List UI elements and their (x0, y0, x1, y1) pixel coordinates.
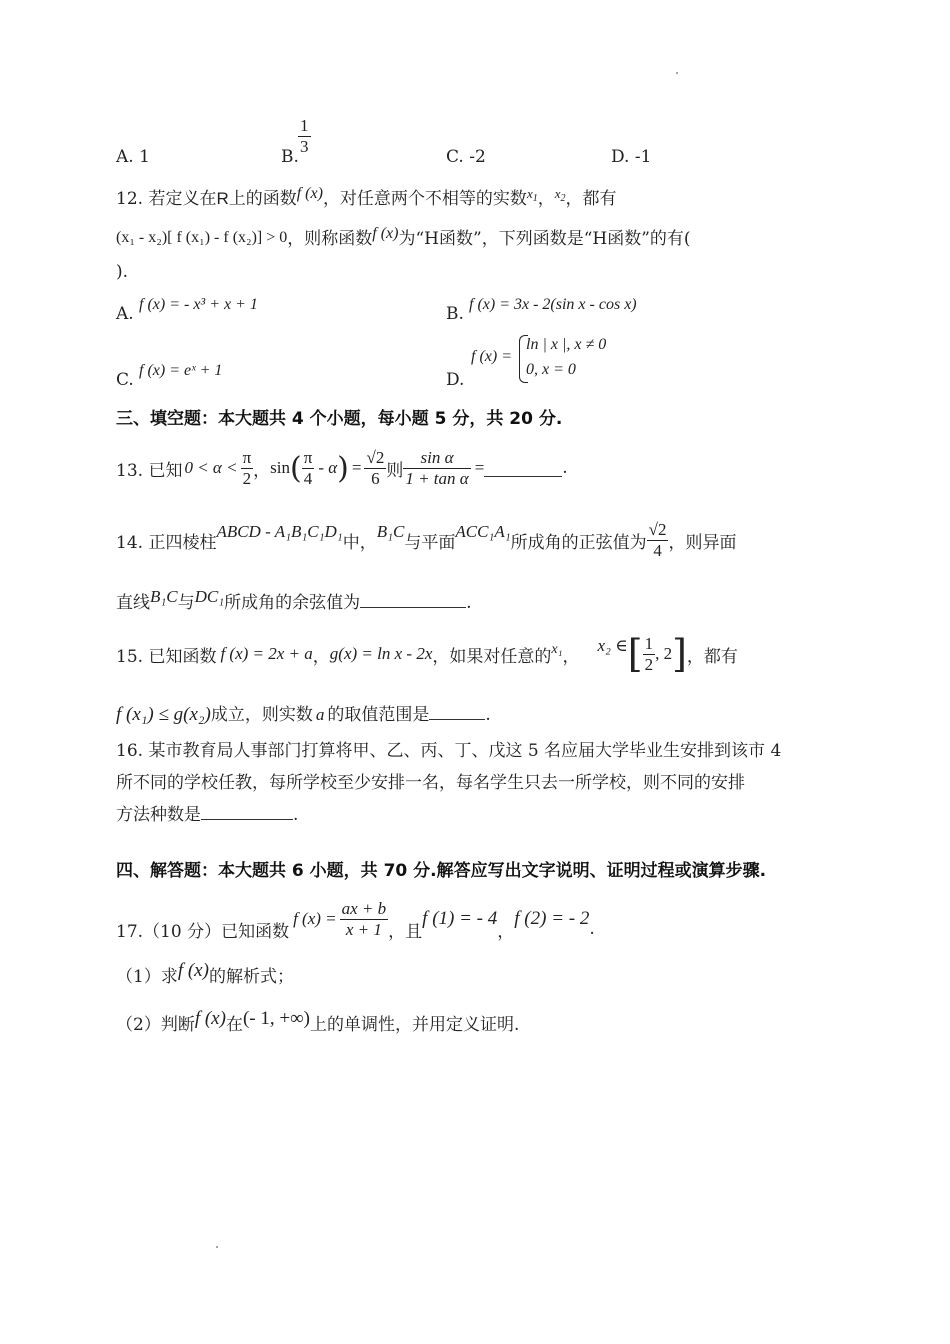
q13-four: 4 (303, 468, 313, 488)
q14-line2 (116, 588, 472, 613)
q15-line2 (116, 700, 491, 726)
q17-p1-fx: f (x) (177, 960, 209, 981)
q13-end: . (562, 458, 568, 478)
q15-bracket-right: ] (672, 632, 687, 676)
q12-optA: f (x) = - x³ + x + 1 (139, 296, 258, 313)
q17-p2-end: 上的单调性，并用定义证明. (309, 1015, 520, 1035)
q15-ineq: f (x₁) ≤ g(x₂) (116, 704, 211, 725)
q13-pi2: π (303, 447, 313, 467)
q15-blank[interactable] (429, 703, 485, 720)
q15-line2-end: 的取值范围是 (327, 705, 430, 725)
q17-p2-interval: (- 1, +∞) (242, 1008, 310, 1029)
q12-condition: (x₁ - x₂)[ f (x₁) - f (x₂)] > 0 (116, 229, 288, 246)
q12-line2-end: 为“H函数”，下列函数是“H函数”的有( (398, 229, 691, 249)
q12-line1: 12. 若定义在R上的函数f (x)，对任意两个不相等的实数$^{x_1}$，$^{x_2}$，都有 (116, 185, 617, 209)
q11-option-b-num: 1 (300, 116, 309, 135)
q12-optC: f (x) = eˣ + 1 (139, 362, 223, 379)
q17-end: . (589, 919, 595, 939)
q17-num: ax + b (341, 898, 387, 918)
q13-two: 2 (242, 468, 252, 488)
q16-line1: 16. 某市教育局人事部门打算将甲、乙、丙、丁、戊这 5 名应届大学毕业生安排到该市 4 (116, 741, 782, 761)
q15-two: 2 (644, 654, 654, 674)
q17-p2-fx: f (x) (194, 1008, 226, 1029)
q14-line2-prefix: 直线 (116, 593, 150, 613)
q16-blank[interactable] (201, 803, 293, 820)
q15-comma1: ， (312, 646, 330, 667)
q14-four: 4 (653, 540, 662, 560)
q14-mid3: 所成角的正弦值为 (510, 532, 647, 553)
q15-end1: ，都有 (686, 646, 738, 667)
q17-part1 (116, 962, 294, 988)
q13-cond: 0 < α < (184, 458, 238, 477)
q13-comma: ， (253, 460, 271, 481)
q15-a: a (315, 705, 325, 724)
q12-optB-label: B. (446, 304, 464, 324)
q13-six: 6 (371, 468, 380, 488)
q17-p2-mid: 在 (225, 1015, 243, 1035)
q17-part2 (116, 1010, 519, 1036)
q12-x2: x2 (554, 186, 566, 204)
section4-heading: 四、解答题：本大题共 6 小题，共 70 分.解答应写出文字说明、证明过程或演算步骤. (116, 861, 767, 881)
q17-line1 (116, 892, 595, 946)
q12-line3: ). (116, 262, 129, 282)
q13-frac-num: sin α (403, 448, 470, 469)
q14-dc1: DC₁ (194, 587, 225, 606)
q13-minus-alpha: - α (318, 458, 338, 477)
q15-bracket-left: [ (627, 632, 643, 676)
q15-line1 (116, 626, 738, 682)
q15-two-end: , 2 (655, 644, 673, 663)
q14-prism: ABCD - A₁B₁C₁D₁ (216, 522, 343, 541)
q17-p1-end: 的解析式； (208, 967, 294, 987)
q14-mid2: 与平面 (404, 532, 456, 553)
q14-line2-end: 所成角的余弦值为 (224, 593, 361, 613)
q11-option-b-label: B. (281, 147, 299, 167)
q15-g: g(x) = ln x - 2x (329, 644, 433, 663)
q16-line3-text: 方法种数是 (116, 805, 201, 825)
q12-optD-fx: f (x) = (471, 348, 512, 365)
q14-blank[interactable] (360, 591, 466, 608)
q12-mid2: ，对任意两个不相等的实数 (322, 189, 527, 209)
q14-b1c: B₁C (376, 522, 405, 541)
q15-line2-mid: 成立，则实数 (210, 705, 313, 725)
q15-one: 1 (644, 633, 654, 653)
q12-x1: x1 (526, 186, 538, 204)
q12-R: R (216, 189, 229, 208)
q13-paren-right: ) (337, 450, 349, 486)
q13-frac-den: 1 + tan α (405, 468, 469, 488)
q16-line2: 所不同的学校任教，每所学校至少安排一名，每名学生只去一所学校，则不同的安排 (116, 773, 745, 793)
q12-optD-case2: 0, x = 0 (526, 361, 576, 378)
q14-prefix: 14. 正四棱柱 (116, 532, 217, 553)
q17-prefix: 17.（10 分）已知函数 (116, 921, 290, 942)
section3-heading: 三、填空题：本大题共 4 个小题，每小题 5 分，共 20 分. (116, 409, 563, 429)
q12-fx: f (x) (296, 185, 323, 202)
q12-optA-label: A. (116, 304, 134, 324)
q12-optC-label: C. (116, 370, 134, 390)
q12-line2-mid: ，则称函数 (287, 229, 373, 249)
q14-plane: ACC₁A₁ (455, 522, 511, 541)
q14-end: . (466, 593, 472, 613)
q13-blank[interactable] (484, 460, 562, 477)
q17-mid: ，且 (388, 921, 423, 942)
q15-x1: x₁ (551, 642, 563, 657)
q13-prefix: 13. 已知 (116, 460, 183, 481)
q14-mid4: ，则异面 (668, 532, 737, 553)
q12-optD-label: D. (446, 370, 465, 390)
q16-line3 (116, 800, 298, 825)
q11-option-b-den: 3 (300, 136, 309, 156)
q15-f: f (x) = 2x + a (220, 644, 313, 663)
q12-line2-fx: f (x) (372, 225, 399, 242)
q13-eq2: = (474, 458, 485, 477)
q14-line1 (116, 512, 736, 568)
q13-sqrt2: √2 (366, 447, 385, 467)
q12-mid: 上的函数 (228, 189, 297, 209)
q17-f1: f (1) = - 4 (422, 908, 498, 929)
q12-prefix: 12. 若定义在 (116, 189, 217, 209)
q15-prefix: 15. 已知函数 (116, 646, 217, 667)
q14-b1c2: B₁C (150, 587, 178, 606)
corner-mark-top (676, 72, 678, 74)
q13-then: 则 (386, 460, 404, 481)
q13-line (116, 442, 568, 494)
q13-eq: = (351, 458, 362, 477)
q12-line2 (116, 224, 691, 249)
q11-option-c: C. -2 (446, 147, 486, 167)
q11-option-a: A. 1 (116, 147, 150, 167)
q17-fx: f (x) = (293, 909, 337, 928)
corner-mark-bottom (216, 1246, 218, 1248)
q13-sin: sin (270, 458, 291, 477)
q17-den: x + 1 (345, 919, 382, 939)
q12-line1-end: ，都有 (565, 189, 617, 209)
q17-f2: f (2) = - 2 (514, 908, 590, 929)
q14-mid1: 中， (342, 532, 377, 553)
q14-sqrt2: √2 (648, 519, 667, 539)
q15-comma2: ， (562, 646, 580, 667)
q13-paren-left: ( (290, 450, 302, 486)
q11-option-b-fraction (298, 116, 311, 156)
q14-mid5: 与 (177, 593, 195, 613)
q17-p1-prefix: （1）求 (116, 967, 178, 987)
q17-comma: ， (497, 921, 515, 942)
q13-pi: π (242, 447, 252, 467)
q12-optB: f (x) = 3x - 2(sin x - cos x) (469, 296, 637, 313)
q11-option-d: D. -1 (611, 147, 652, 167)
q15-end: . (485, 705, 491, 725)
q17-p2-prefix: （2）判断 (116, 1015, 195, 1035)
q12-optD-case1: ln | x |, x ≠ 0 (526, 336, 607, 353)
q15-x2: x₂ ∈ (597, 636, 628, 655)
q15-mid: ，如果对任意的 (432, 646, 552, 667)
q16-end: . (293, 805, 299, 825)
